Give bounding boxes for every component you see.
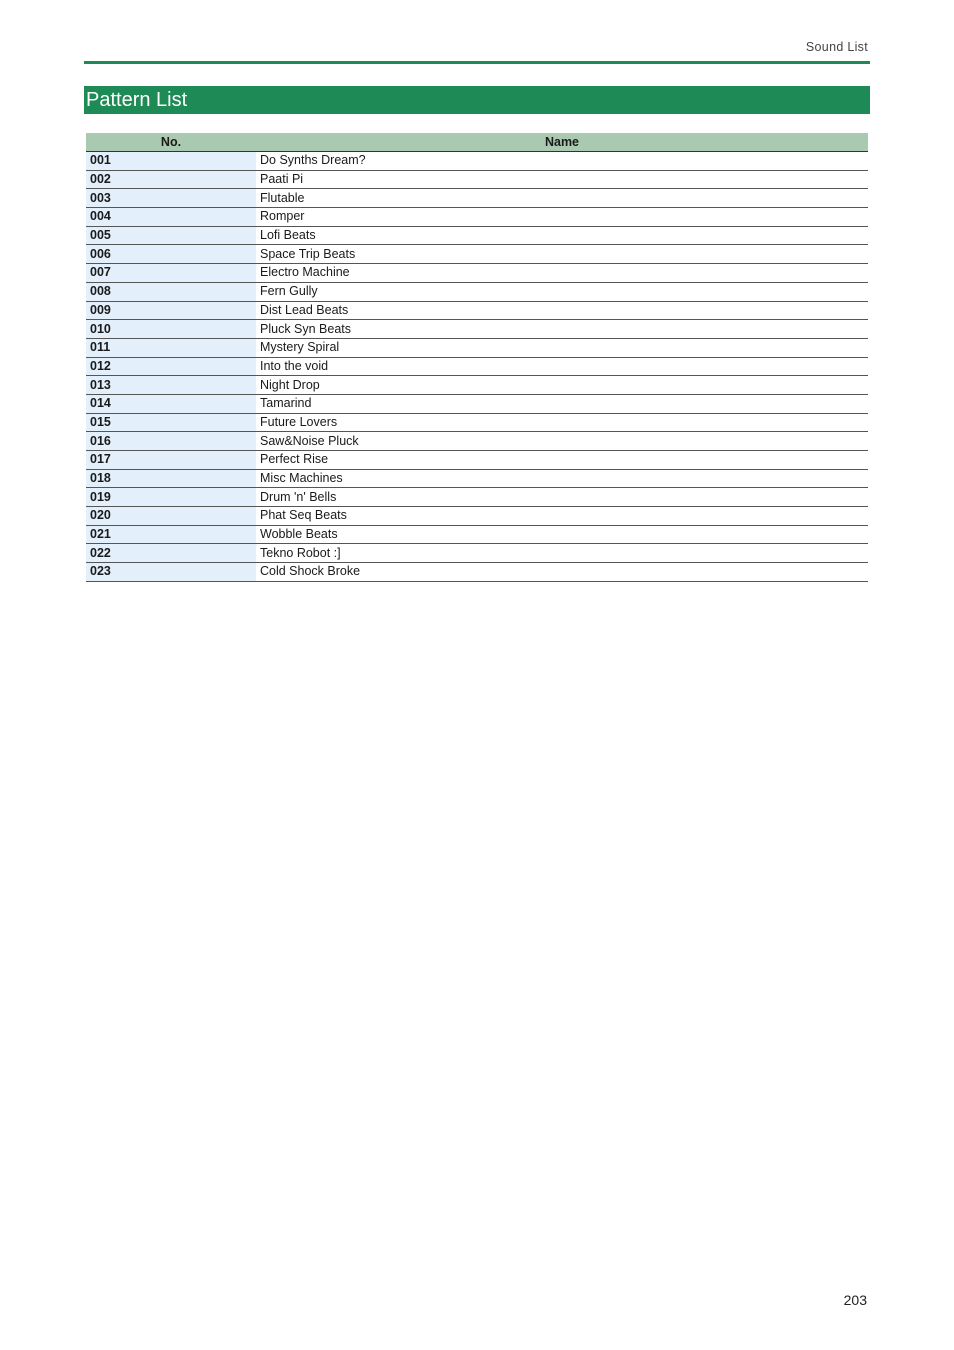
table-row bbox=[86, 451, 868, 470]
pattern-name: Wobble Beats bbox=[256, 525, 868, 544]
pattern-name: Dist Lead Beats bbox=[256, 301, 868, 320]
pattern-number: 002 bbox=[86, 170, 256, 189]
pattern-number: 019 bbox=[86, 488, 256, 507]
table-row bbox=[86, 152, 868, 171]
pattern-number: 020 bbox=[86, 507, 256, 526]
pattern-number: 022 bbox=[86, 544, 256, 563]
pattern-number: 021 bbox=[86, 525, 256, 544]
pattern-number: 007 bbox=[86, 264, 256, 283]
pattern-name: Flutable bbox=[256, 189, 868, 208]
column-header-no: No. bbox=[86, 133, 256, 152]
pattern-number: 011 bbox=[86, 338, 256, 357]
column-header-name: Name bbox=[256, 133, 868, 152]
pattern-name: Tekno Robot :] bbox=[256, 544, 868, 563]
pattern-number: 004 bbox=[86, 208, 256, 227]
pattern-number: 008 bbox=[86, 282, 256, 301]
pattern-name: Romper bbox=[256, 208, 868, 227]
table-row bbox=[86, 432, 868, 451]
table-row bbox=[86, 525, 868, 544]
table-row bbox=[86, 413, 868, 432]
table-row bbox=[86, 544, 868, 563]
table-row bbox=[86, 320, 868, 339]
pattern-number: 006 bbox=[86, 245, 256, 264]
pattern-number: 012 bbox=[86, 357, 256, 376]
pattern-name: Night Drop bbox=[256, 376, 868, 395]
table-row bbox=[86, 282, 868, 301]
table-row bbox=[86, 394, 868, 413]
pattern-name: Misc Machines bbox=[256, 469, 868, 488]
pattern-number: 009 bbox=[86, 301, 256, 320]
table-row bbox=[86, 338, 868, 357]
pattern-number: 023 bbox=[86, 563, 256, 582]
pattern-number: 001 bbox=[86, 152, 256, 171]
pattern-number: 013 bbox=[86, 376, 256, 395]
pattern-name: Into the void bbox=[256, 357, 868, 376]
pattern-name: Space Trip Beats bbox=[256, 245, 868, 264]
table-row bbox=[86, 563, 868, 582]
table-row bbox=[86, 488, 868, 507]
table-row bbox=[86, 245, 868, 264]
pattern-name: Drum 'n' Bells bbox=[256, 488, 868, 507]
pattern-number: 014 bbox=[86, 394, 256, 413]
pattern-name: Cold Shock Broke bbox=[256, 563, 868, 582]
table-row bbox=[86, 357, 868, 376]
pattern-name: Do Synths Dream? bbox=[256, 152, 868, 171]
header-rule bbox=[84, 61, 870, 64]
table-row bbox=[86, 507, 868, 526]
pattern-name: Electro Machine bbox=[256, 264, 868, 283]
pattern-name: Perfect Rise bbox=[256, 451, 868, 470]
table-row bbox=[86, 376, 868, 395]
pattern-name: Paati Pi bbox=[256, 170, 868, 189]
pattern-number: 003 bbox=[86, 189, 256, 208]
table-row bbox=[86, 226, 868, 245]
pattern-number: 018 bbox=[86, 469, 256, 488]
table-row bbox=[86, 170, 868, 189]
table-row bbox=[86, 208, 868, 227]
table-row bbox=[86, 301, 868, 320]
pattern-name: Lofi Beats bbox=[256, 226, 868, 245]
table-row bbox=[86, 264, 868, 283]
pattern-name: Fern Gully bbox=[256, 282, 868, 301]
pattern-name: Tamarind bbox=[256, 394, 868, 413]
pattern-number: 015 bbox=[86, 413, 256, 432]
page-number: 203 bbox=[843, 1292, 867, 1308]
page-title: Pattern List bbox=[84, 86, 870, 114]
header-section-label: Sound List bbox=[805, 40, 868, 54]
table-row bbox=[86, 189, 868, 208]
pattern-number: 010 bbox=[86, 320, 256, 339]
pattern-name: Pluck Syn Beats bbox=[256, 320, 868, 339]
pattern-name: Mystery Spiral bbox=[256, 338, 868, 357]
pattern-name: Future Lovers bbox=[256, 413, 868, 432]
pattern-number: 017 bbox=[86, 451, 256, 470]
pattern-number: 016 bbox=[86, 432, 256, 451]
pattern-number: 005 bbox=[86, 226, 256, 245]
pattern-name: Phat Seq Beats bbox=[256, 507, 868, 526]
table-row bbox=[86, 469, 868, 488]
pattern-name: Saw&Noise Pluck bbox=[256, 432, 868, 451]
pattern-table bbox=[86, 133, 868, 582]
table-header-row bbox=[86, 133, 868, 152]
